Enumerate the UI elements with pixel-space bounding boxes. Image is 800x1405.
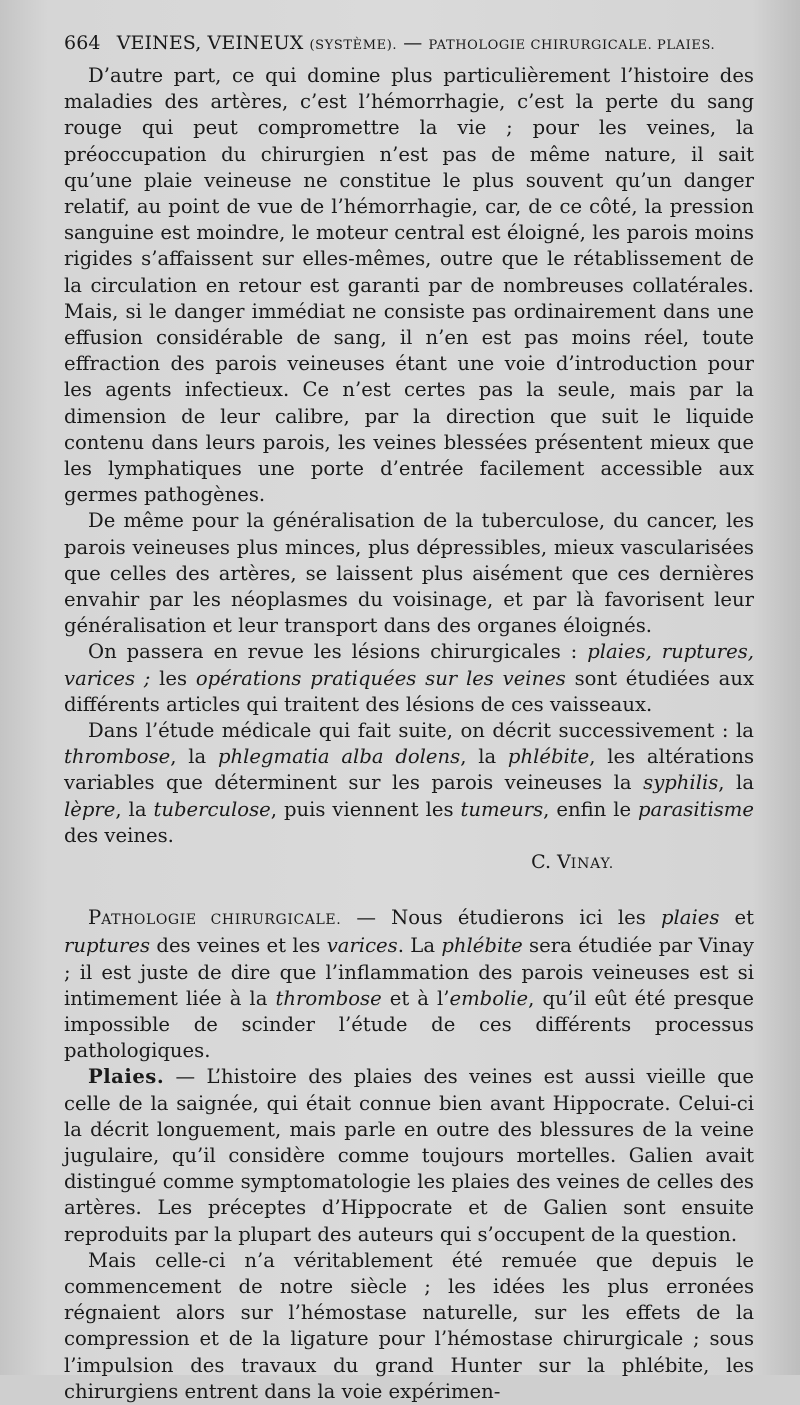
p5-text-2: et [719,906,754,930]
p7-text: Mais celle-ci n’a véritablement été remuée que depuis le commencement de notre siècle ; les idées les plus erronées régnaient alors sur l’hémostase naturelle, sur les effets de la compression et de la ligature pour l’hémostase chirurgicale ; sous l’impulsion des travaux du grand Hunter sur la phlébite, les chirurgiens entrent dans la voie expérimen- [64,1248,754,1403]
p5-italic-5: thrombose [275,986,382,1010]
p4-italic-3: phlébite [507,745,590,769]
p5-text-7: , qu’il eût été presque impossible de scinder l’étude de ces différents processus pathologiques. [64,986,754,1063]
header-title: VEINES, VEINEUX [116,32,304,54]
p5-italic-1: plaies [660,906,720,930]
p5-text-5: sera étudiée par Vinay ; il est juste de dire que l’inflammation des parois veineuses est si intimement liée à la [64,934,754,1010]
p1-text: D’autre part, ce qui domine plus particulièrement l’histoire des maladies des artères, c’est l’hémorrhagie, c’est la perte du sang rouge qui peut compromettre la vie ; pour les veines, la préoccupation du chirurgien n’est pas de même nature, il sait qu’une plaie veineuse ne constitue le plus souvent qu’un danger relatif, au point de vue de l’hémorrhagie, car, de ce côté, la pression sanguine est moindre, le moteur central est éloigné, les parois moins rigides s’affaissent sur elles-mêmes, outre que le rétablissement de la circulation en retour est garanti par de nombreuses collatérales. Mais, si le danger immédiat ne consiste pas ordinairement dans une effusion considérable de sang, il n’en est pas moins réel, toute effraction des parois veineuses étant une voie d’introduction pour les agents infectieux. Ce n’est certes pas la seule, mais par la dimension de leur calibre, par la direction que suit le liquide contenu dans leurs parois, les veines blessées présentent mieux que les lymphatiques une porte d’entrée facilement accessible aux germes pathogènes. [64,64,754,507]
paragraph-6 [64,1064,754,1247]
p3-text-2: les [150,666,196,690]
p4-text-6: , la [115,797,154,821]
p2-text: De même pour la généralisation de la tuberculose, du cancer, les parois veineuses plus minces, plus dépressibles, mieux vascularisées que celles des artères, se laissent plus aisément que ces dernières envahir par les néoplasmes du voisinage, et par là favorisent leur généralisation et leur transport dans des organes éloignés. [64,509,754,638]
p5-lead-initial: P [88,906,102,930]
paragraph-3 [64,639,754,718]
author-signature [64,849,754,877]
p5-italic-3: varices [326,934,398,958]
p6-heading-plaies: Plaies. [88,1065,165,1089]
p6-text: — L’histoire des plaies des veines est aussi vieille que celle de la saignée, qui était connue bien avant Hippocrate. Celui-ci la décrit longuement, mais parle en outre des blessures de la veine jugulaire, qu’il considère comme toujours mortelles. Galien avait distingué comme symptomatologie les plaies des veines de celles des artères. Les préceptes d’Hippocrate et de Galien sont ensuite reproduits par la plupart des auteurs qui s’occupent de la question. [64,1065,754,1246]
signature-initial: C. V [531,851,571,874]
paragraph-4 [64,718,754,849]
paragraph-5 [64,905,754,1064]
p3-italic-1: plaies, ruptures, varices ; [64,640,755,690]
header-section: PATHOLOGIE CHIRURGICALE. PLAIES. [428,38,716,53]
p3-text-3: sont étudiées aux différents articles qui traitent des lésions de ces vaisseaux. [64,666,754,716]
p4-italic-2: phlegmatia alba dolens [217,745,461,769]
p4-italic-6: tuberculose [153,797,271,821]
p4-italic-8: parasitisme [638,797,754,821]
paragraph-2 [64,508,754,639]
p4-text-2: , la [170,745,218,769]
p5-italic-6: embolie [449,986,529,1010]
paragraph-1 [64,63,754,508]
p4-italic-5: lèpre [64,797,116,821]
signature-rest: INAY. [570,856,614,873]
paragraph-7 [64,1248,754,1405]
p5-italic-2: ruptures [64,934,151,958]
section-gap [64,877,754,905]
p4-text-9: des veines. [64,823,174,847]
p5-text-3: des veines et les [150,934,327,958]
p5-text-4: . La [397,934,442,958]
p4-text-7: , puis viennent les [270,797,461,821]
p3-text-1: On passera en revue les lésions chirurgicales : [88,640,588,664]
header-system: (SYSTÈME). [309,38,398,53]
p3-italic-2: opérations pratiquées sur les veines [195,666,566,690]
running-head [64,30,754,59]
p4-italic-4: syphilis [643,771,719,795]
header-dash: — [403,32,423,54]
p4-italic-1: thrombose [64,745,171,769]
p4-text-8: , enfin le [543,797,639,821]
p4-text-5: , la [718,771,755,795]
p4-text-4: , les altérations variables que déterminent sur les parois veineuses la [64,745,754,795]
p4-text-3: , la [460,745,508,769]
p5-italic-4: phlébite [441,934,523,958]
page-number: 664 [64,32,101,54]
p5-lead-smallcaps: ATHOLOGIE CHIRURGICALE. [101,912,342,929]
p5-text-1: — Nous étudierons ici les [341,906,661,930]
p5-text-6: et à l’ [381,986,450,1010]
p4-text-1: Dans l’étude médicale qui fait suite, on décrit successivement : la [88,719,754,743]
p4-italic-7: tumeurs [460,797,544,821]
